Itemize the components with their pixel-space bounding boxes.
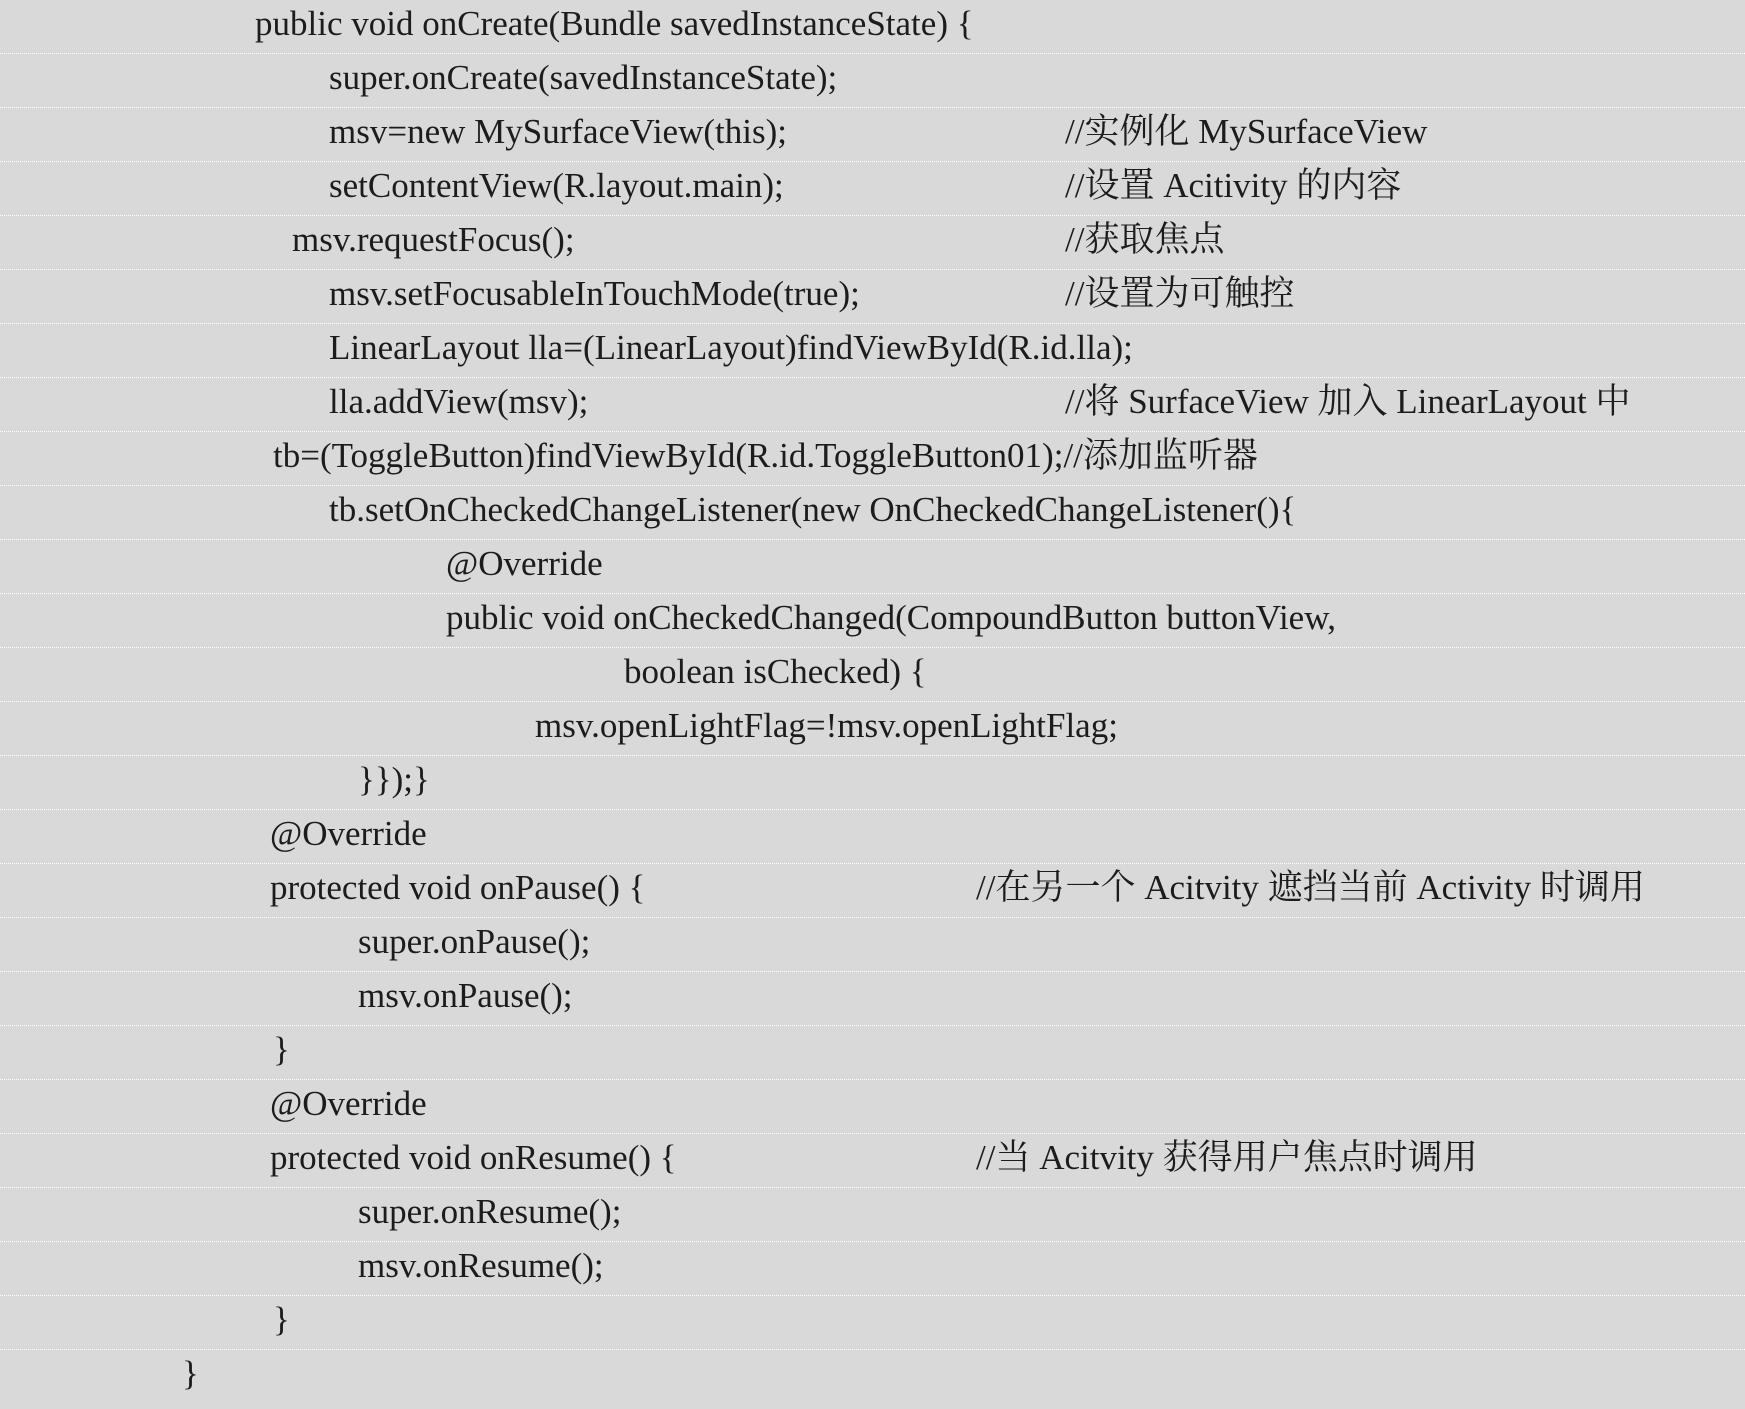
code-text: LinearLayout lla=(LinearLayout)findViewById(R.id.lla);: [329, 328, 1133, 367]
code-text: protected void onResume() {: [270, 1138, 677, 1177]
code-line: [0, 810, 1745, 864]
code-line: [0, 1134, 1745, 1188]
code-comment: //获取焦点: [1065, 220, 1225, 259]
code-line: [0, 108, 1745, 162]
code-line: [0, 1080, 1745, 1134]
code-text: @Override: [446, 544, 603, 583]
code-text: setContentView(R.layout.main);: [329, 166, 784, 205]
code-text: }});}: [358, 760, 430, 799]
code-text: super.onCreate(savedInstanceState);: [329, 58, 838, 97]
code-comment: //设置为可触控: [1065, 274, 1295, 313]
code-line: [0, 324, 1745, 378]
code-line: [0, 162, 1745, 216]
code-text: }: [182, 1354, 199, 1393]
code-text: super.onResume();: [358, 1192, 622, 1231]
code-line: [0, 0, 1745, 54]
code-text: super.onPause();: [358, 922, 591, 961]
code-line: [0, 918, 1745, 972]
code-line: [0, 1350, 1745, 1404]
code-comment: //实例化 MySurfaceView: [1065, 112, 1428, 151]
code-text: msv.onPause();: [358, 976, 573, 1015]
code-text: lla.addView(msv);: [329, 382, 589, 421]
code-text: msv.onResume();: [358, 1246, 604, 1285]
code-line: [0, 540, 1745, 594]
code-text: @Override: [270, 814, 427, 853]
code-text: }: [273, 1300, 290, 1339]
code-comment: //在另一个 Acitvity 遮挡当前 Activity 时调用: [976, 868, 1645, 907]
code-text: tb=(ToggleButton)findViewById(R.id.ToggleButton01);//添加监听器: [273, 436, 1258, 475]
code-line: [0, 486, 1745, 540]
code-text: msv.openLightFlag=!msv.openLightFlag;: [535, 706, 1118, 745]
code-line: [0, 594, 1745, 648]
code-line: [0, 54, 1745, 108]
code-text: msv.requestFocus();: [292, 220, 575, 259]
code-text: boolean isChecked) {: [624, 652, 927, 691]
code-line: [0, 378, 1745, 432]
code-line: [0, 972, 1745, 1026]
code-line: [0, 648, 1745, 702]
code-text: }: [273, 1030, 290, 1069]
code-line: [0, 756, 1745, 810]
code-line: [0, 1026, 1745, 1080]
code-line: [0, 270, 1745, 324]
code-line: [0, 1242, 1745, 1296]
code-line: [0, 702, 1745, 756]
code-line: [0, 1188, 1745, 1242]
code-text: public void onCreate(Bundle savedInstanceState) {: [255, 4, 974, 43]
code-text: msv.setFocusableInTouchMode(true);: [329, 274, 860, 313]
code-text: protected void onPause() {: [270, 868, 646, 907]
code-text: public void onCheckedChanged(CompoundButton buttonView,: [446, 598, 1336, 637]
code-comment: //当 Acitvity 获得用户焦点时调用: [976, 1138, 1478, 1177]
code-line: [0, 432, 1745, 486]
code-text: msv=new MySurfaceView(this);: [329, 112, 787, 151]
code-comment: //将 SurfaceView 加入 LinearLayout 中: [1065, 382, 1631, 421]
code-line: [0, 864, 1745, 918]
code-line: [0, 216, 1745, 270]
code-comment: //设置 Acitivity 的内容: [1065, 166, 1402, 205]
code-line: [0, 1296, 1745, 1350]
code-text: tb.setOnCheckedChangeListener(new OnCheckedChangeListener(){: [329, 490, 1297, 529]
code-text: @Override: [270, 1084, 427, 1123]
